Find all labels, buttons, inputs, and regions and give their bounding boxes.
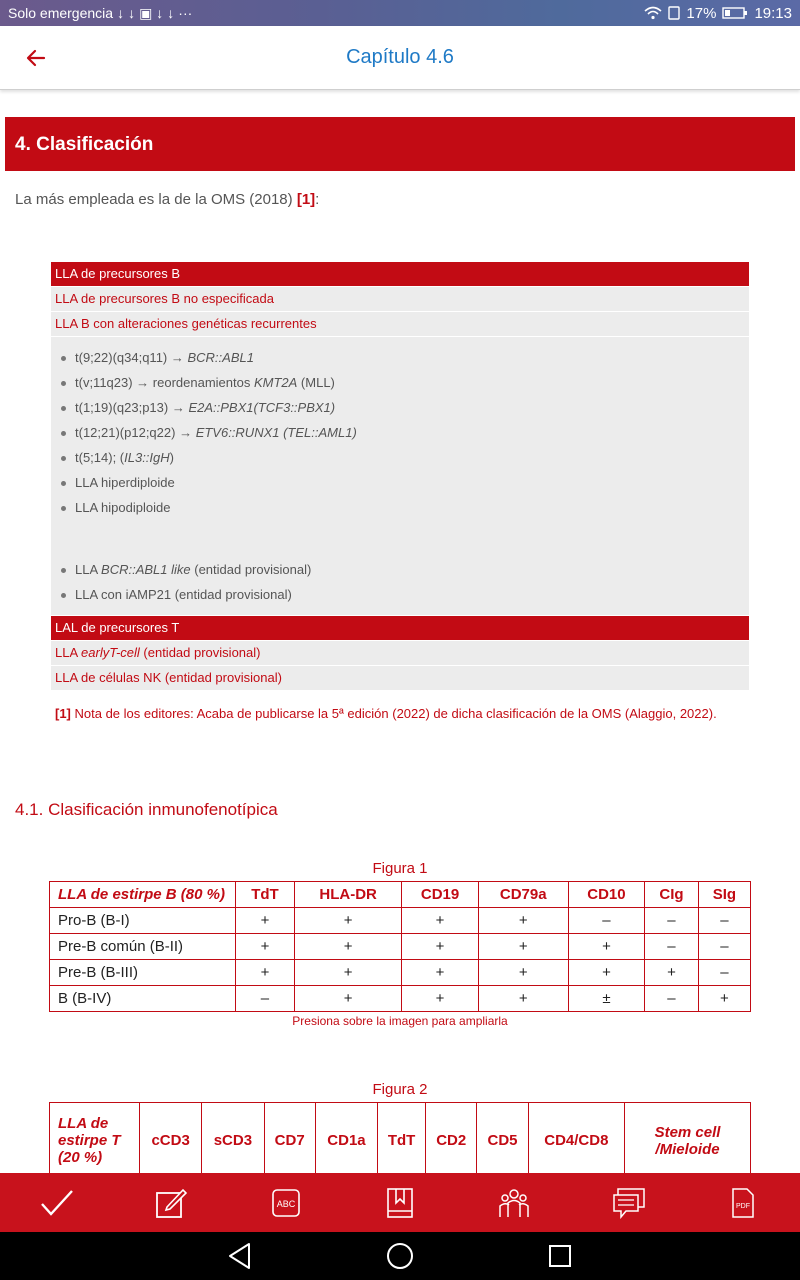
image-icon: ▣: [139, 4, 153, 21]
download-icon: ↓: [117, 5, 125, 21]
b-unspecified-row: LLA de precursores B no especificada: [51, 287, 749, 311]
column-header: TdT: [378, 1103, 426, 1174]
column-header: HLA-DR: [294, 882, 401, 908]
sim-icon: [668, 6, 680, 20]
column-header: CD1a: [315, 1103, 377, 1174]
b-precursor-header: LLA de precursores B: [51, 262, 749, 286]
nav-home-button[interactable]: [380, 1236, 420, 1276]
column-header: LLA de estirpe T (20 %): [50, 1103, 140, 1174]
subsection-heading: 4.1. Clasificación inmunofenotípica: [15, 800, 278, 819]
table-cell: –: [645, 908, 699, 934]
table-cell: +: [698, 986, 750, 1012]
table-cell: –: [698, 960, 750, 986]
section-heading: 4. Clasificación: [5, 117, 795, 171]
table-cell: +: [478, 908, 568, 934]
list-item: t(v;11q23) → reordenamientos KMT2A (MLL): [59, 370, 749, 395]
column-header: CD10: [568, 882, 644, 908]
table-row: [50, 934, 751, 960]
table-cell: –: [698, 908, 750, 934]
column-header: CD7: [264, 1103, 315, 1174]
list-item: LLA hipodiploide: [59, 495, 749, 520]
column-header: CD19: [402, 882, 478, 908]
column-header: SIg: [698, 882, 750, 908]
editor-note: [1] Nota de los editores: Acaba de publicarse la 5ª edición (2022) de dicha clasificación de la OMS (Alaggio, 2022).: [55, 706, 717, 721]
community-button[interactable]: [484, 1178, 544, 1228]
table-cell: +: [402, 934, 478, 960]
table-row: [50, 960, 751, 986]
column-header: LLA de estirpe B (80 %): [50, 882, 236, 908]
figure1-caption: Figura 1: [372, 860, 428, 877]
wifi-icon: [644, 6, 662, 20]
download-icon: ↓: [128, 5, 136, 21]
more-notifications-icon: ···: [178, 5, 193, 21]
zoom-hint: Presiona sobre la imagen para ampliarla: [292, 1014, 508, 1028]
b-genetic-row: LLA B con alteraciones genéticas recurrentes: [51, 312, 749, 336]
download-icon: ↓: [167, 5, 175, 21]
table-cell: +: [568, 934, 644, 960]
table-cell: +: [236, 934, 295, 960]
table-cell: –: [645, 934, 699, 960]
figure2-table[interactable]: [49, 1102, 751, 1173]
circle-home-icon: [386, 1242, 414, 1270]
table-row: [50, 986, 751, 1012]
table-cell: +: [478, 986, 568, 1012]
notes-button[interactable]: [141, 1178, 201, 1228]
list-item: t(5;14); (IL3::IgH): [59, 445, 749, 470]
nk-row: LLA de células NK (entidad provisional): [51, 666, 749, 690]
table-cell: +: [294, 908, 401, 934]
list-item: LLA con iAMP21 (entidad provisional): [59, 582, 749, 607]
comments-icon: [612, 1187, 646, 1219]
note-ref: [1]: [55, 706, 71, 721]
table-cell: Pre-B (B-III): [50, 960, 236, 986]
table-cell: +: [478, 934, 568, 960]
table-cell: +: [294, 934, 401, 960]
column-header: Stem cell /Mieloide: [625, 1103, 751, 1174]
table-cell: –: [698, 934, 750, 960]
list-item: t(1;19)(q23;p13) → E2A::PBX1(TCF3::PBX1): [59, 395, 749, 420]
column-header: cCD3: [140, 1103, 202, 1174]
column-header: CD4/CD8: [528, 1103, 624, 1174]
comments-button[interactable]: [599, 1178, 659, 1228]
table-cell: B (B-IV): [50, 986, 236, 1012]
status-bar: [0, 0, 800, 26]
abc-label: ABC: [276, 1198, 295, 1209]
bottom-toolbar: [0, 1173, 800, 1232]
spellcheck-button[interactable]: [256, 1178, 316, 1228]
battery-icon: [722, 6, 748, 20]
table-cell: +: [294, 960, 401, 986]
list-item: LLA BCR::ABL1 like (entidad provisional): [59, 557, 749, 582]
table-cell: +: [402, 960, 478, 986]
figure2-caption: Figura 2: [372, 1081, 428, 1098]
pdf-button[interactable]: [713, 1178, 773, 1228]
column-header: TdT: [236, 882, 295, 908]
list-item: LLA hiperdiploide: [59, 470, 749, 495]
download-icon: ↓: [156, 5, 164, 21]
triangle-back-icon: [227, 1242, 253, 1270]
table-cell: Pre-B común (B-II): [50, 934, 236, 960]
table-cell: +: [402, 908, 478, 934]
classification-box: [51, 262, 749, 690]
b-genetic-list: [51, 337, 749, 615]
square-recents-icon: [548, 1244, 572, 1268]
table-cell: +: [402, 986, 478, 1012]
table-cell: –: [645, 986, 699, 1012]
column-header: CIg: [645, 882, 699, 908]
list-item: t(9;22)(q34;q11) → BCR::ABL1: [59, 345, 749, 370]
table-row: [50, 908, 751, 934]
clock: 19:13: [754, 4, 792, 22]
reference-link[interactable]: [1]: [296, 191, 316, 208]
table-cell: +: [294, 986, 401, 1012]
bookmark-button[interactable]: [370, 1178, 430, 1228]
table-header-row: [50, 1103, 751, 1174]
edit-note-icon: [155, 1187, 187, 1219]
bookmark-book-icon: [385, 1187, 415, 1219]
nav-back-button[interactable]: [220, 1236, 260, 1276]
intro-paragraph: La más empleada es la de la OMS (2018) [1]:: [15, 191, 320, 208]
pdf-label: PDF: [735, 1202, 750, 1210]
table-cell: +: [478, 960, 568, 986]
nav-recents-button[interactable]: [540, 1236, 580, 1276]
list-item: t(12;21)(p12;q22) → ETV6::RUNX1 (TEL::AML1): [59, 420, 749, 445]
table-cell: +: [645, 960, 699, 986]
system-nav-bar: [0, 1232, 800, 1280]
group-icon: [497, 1187, 531, 1219]
mark-read-button[interactable]: [27, 1178, 87, 1228]
check-icon: [40, 1189, 74, 1217]
chapter-title: Capítulo 4.6: [346, 46, 454, 68]
table-cell: +: [236, 908, 295, 934]
abc-spellcheck-icon: [271, 1188, 301, 1218]
app-bar: [0, 26, 800, 90]
table-cell: +: [236, 960, 295, 986]
table-cell: ±: [568, 986, 644, 1012]
t-precursor-header: LAL de precursores T: [51, 616, 749, 640]
carrier-text: Solo emergencia: [8, 5, 114, 21]
table-cell: Pro-B (B-I): [50, 908, 236, 934]
battery-percent: 17%: [686, 4, 717, 22]
column-header: sCD3: [202, 1103, 264, 1174]
column-header: CD79a: [478, 882, 568, 908]
b-genetic-list-block: [51, 337, 749, 615]
table-header-row: [50, 882, 751, 908]
table-cell: –: [236, 986, 295, 1012]
table-cell: +: [568, 960, 644, 986]
figure1-table[interactable]: [49, 881, 751, 1012]
pdf-icon: [731, 1187, 755, 1219]
chapter-content[interactable]: [0, 92, 800, 1173]
t-early-row: LLA earlyT-cell (entidad provisional): [51, 641, 749, 665]
column-header: CD5: [477, 1103, 528, 1174]
column-header: CD2: [426, 1103, 477, 1174]
table-cell: –: [568, 908, 644, 934]
